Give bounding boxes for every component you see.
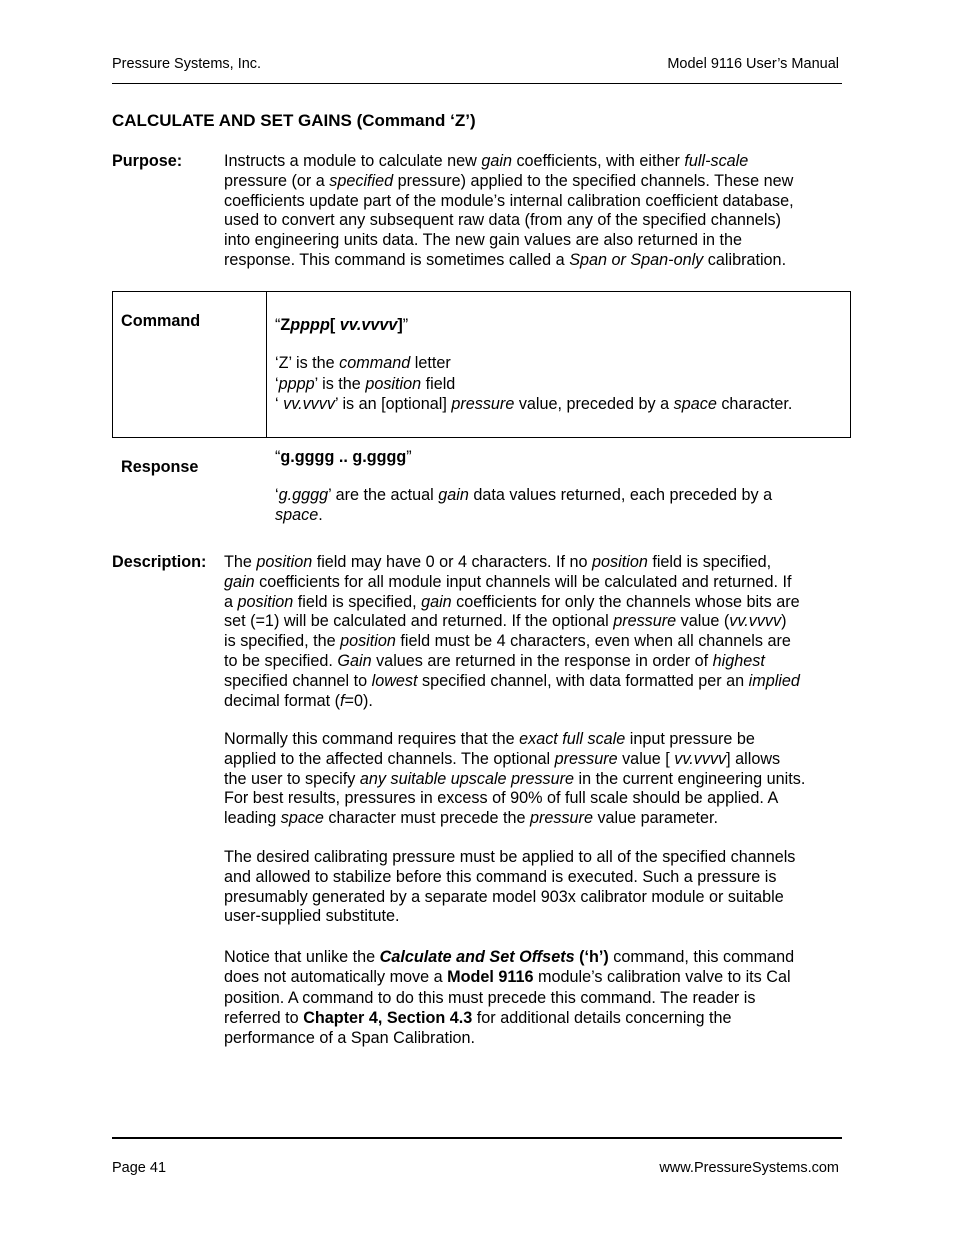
description-label: Description: bbox=[112, 553, 207, 571]
command-description: ‘Z’ is the command letter ‘pppp’ is the position field ‘ vv.vvvv’ is an [optional] pressure value, preceded by a space character. bbox=[275, 354, 793, 413]
description-paragraph-1: The position field may have 0 or 4 characters. If no position field is specified, gain coefficients for all module input channels will be calculated and returned. If a position field is specified, gain coefficients for only the channels whose bits are set (=1) will be calculated and returned. If the optional pressure value (vv.vvvv) is specified, the position field must be 4 characters, even when all channels are to be specified. Gain values are returned in the response in order of highest specified channel to lowest specified channel, with data formatted per an implied decimal format (f=0). bbox=[224, 553, 800, 710]
footer-website: www.PressureSystems.com bbox=[659, 1160, 839, 1176]
header-company: Pressure Systems, Inc. bbox=[112, 56, 262, 72]
header-manual-title: Model 9116 User’s Manual bbox=[667, 56, 839, 72]
purpose-label: Purpose: bbox=[112, 152, 183, 170]
command-table-divider bbox=[266, 291, 267, 438]
response-label: Response bbox=[121, 458, 199, 476]
footer-page-number: Page 41 bbox=[112, 1160, 167, 1176]
description-paragraph-4: Notice that unlike the Calculate and Set Offsets (‘h’) command, this command does not automatically move a Model 9116 module’s calibration valve to its Cal position. A command to do this must precede this command. The reader is referred to Chapter 4, Section 4.3 for additional details concerning the performance of a Span Calibration. bbox=[224, 948, 795, 1048]
section-title: CALCULATE AND SET GAINS (Command ‘Z’) bbox=[112, 111, 476, 130]
description-paragraph-2: Normally this command requires that the exact full scale input pressure be applied to the affected channels. The optional pressure value [ vv.vvvv] allows the user to specify any suitable upscale pressure in the current engineering units. For best results, pressures in excess of 90% of full scale should be applied. A leading space character must precede the pressure value parameter. bbox=[224, 730, 806, 828]
command-label: Command bbox=[121, 312, 201, 330]
purpose-text: Instructs a module to calculate new gain coefficients, with either full-scale pressure (or a specified pressure) applied to the specified channels. These new coefficients update part of the module’s internal calibration coefficient database, used to convert any subsequent raw data (from any of the specified channels) into engineering units data. The new gain values are also returned in the response. This command is sometimes called a Span or Span-only calibration. bbox=[224, 152, 794, 269]
header-rule bbox=[112, 83, 842, 84]
description-paragraph-3: The desired calibrating pressure must be applied to all of the specified channels and allowed to stabilize before this command is executed. Such a pressure is presumably generated by a separate model 903x calibrator module or suitable user-supplied substitute. bbox=[224, 848, 796, 926]
response-description: ‘g.gggg’ are the actual gain data values returned, each preceded by a space. bbox=[275, 486, 773, 524]
command-syntax: “Zpppp[ vv.vvvv]” bbox=[275, 316, 409, 334]
footer-rule bbox=[112, 1137, 842, 1139]
response-syntax: “g.gggg .. g.gggg” bbox=[275, 448, 412, 466]
